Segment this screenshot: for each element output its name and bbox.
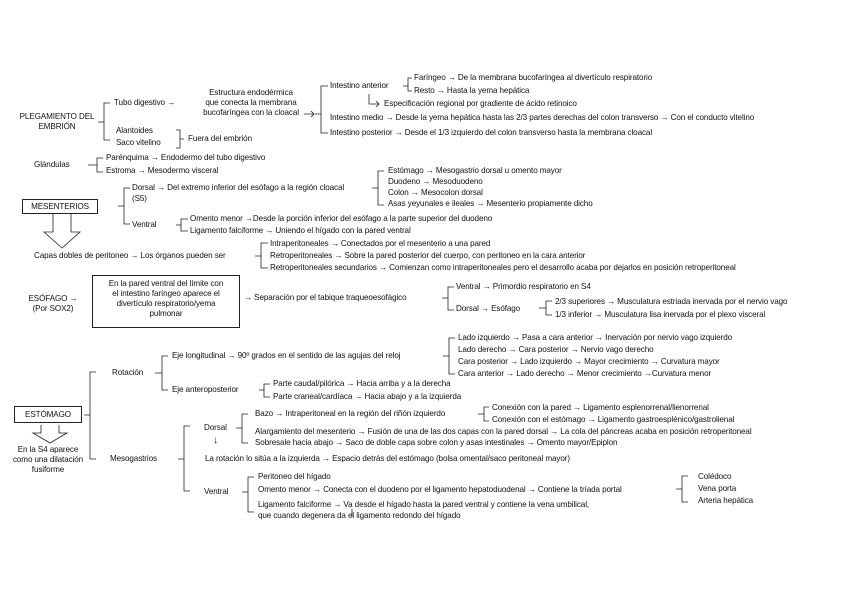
mesenterio-ventral: Ventral <box>132 220 157 229</box>
rotacion-izquierda: La rotación lo sitúa a la izquierda → Espacio detrás del estómago (bolsa omental/saco peritoneal mayor) <box>205 454 570 463</box>
intestino-anterior: Intestino anterior <box>330 81 389 90</box>
brace-eje-antero <box>259 384 270 397</box>
mesogastrio-dorsal: Dorsal <box>204 423 227 432</box>
brace-dorsal <box>372 171 384 205</box>
ligamento-falciforme: Ligamento falciforme → Va desde el hígado hasta la pared ventral y contiene la vena umbilical, <box>258 500 590 509</box>
omento-menor: Omento menor → Conecta con el duodeno por el ligamento hepatoduodenal → Contiene la tríada portal <box>258 485 622 494</box>
especificacion: Especificación regional por gradiente de ácido retinoico <box>384 99 577 108</box>
brace-mesogastrios <box>178 426 190 491</box>
asas-mesenterio: Asas yeyunales e ileales → Mesenterio propiamente dicho <box>388 199 593 208</box>
brace-rotacion <box>155 356 168 390</box>
saco-vitelino: Saco vitelino <box>116 138 161 147</box>
alargamiento: Alargamiento del mesenterio → Fusión de una de las dos capas con la pared dorsal → La cola del páncreas acaba en posición retroperitoneal <box>255 427 752 436</box>
rotacion: Rotación <box>112 368 144 377</box>
un-tercio-inferior: 1/3 inferior → Musculatura lisa inervada por el plexo visceral <box>555 310 766 319</box>
coledoco: Colédoco <box>698 472 732 481</box>
parte-caudal: Parte caudal/pilórica → Hacia arriba y a la derecha <box>273 379 451 388</box>
esofago-dorsal: Dorsal → Esófago <box>456 304 521 313</box>
conexion-pared: Conexión con la pared → Ligamento esplenorrenal/lienorrenal <box>492 403 709 412</box>
estructura-endodermica: Estructura endodérmica que conecta la membrana bucofaríngea con la cloacal <box>203 88 299 117</box>
estomago-down-arrow <box>33 425 67 443</box>
brace-triada <box>676 476 688 502</box>
brace-intestino <box>315 86 328 133</box>
faringeo: Faríngeo → De la membrana bucofaríngea al divertículo respiratorio <box>414 73 653 82</box>
arrow-especificacion <box>369 94 379 107</box>
mesenterios-down-arrow <box>44 213 80 248</box>
brace-eje-long <box>443 338 455 374</box>
brace-dorsal-meso <box>236 414 248 443</box>
intestino-posterior: Intestino posterior → Desde el 1/3 izquierdo del colon transverso hasta la membrana cloacal <box>330 128 653 137</box>
alantoides: Alantoides <box>116 126 153 135</box>
ligamento-redondo: que cuando degenera da el ligamento redondo del hígado <box>258 511 461 520</box>
bazo: Bazo → Intraperitoneal en la región del riñón izquierdo <box>255 409 446 418</box>
parenquima: Parénquima → Endodermo del tubo digestivo <box>106 153 266 162</box>
tubo-digestivo: Tubo digestivo → <box>114 98 176 107</box>
dos-tercios-superiores: 2/3 superiores → Musculatura estriada inervada por el nervio vago <box>555 297 788 306</box>
intraperitoneales: Intraperitoneales → Conectados por el mesenterio a una pared <box>270 239 491 248</box>
colon-mesocolon: Colon → Mesocolon dorsal <box>388 188 483 197</box>
conexion-estomago: Conexión con el estómago → Ligamento gastroesplénico/gastrolienal <box>492 415 735 424</box>
duodeno-mesoduodeno: Duodeno → Mesoduodeno <box>388 177 483 186</box>
brace-anterior <box>403 78 412 91</box>
brace-alantoides <box>176 130 184 148</box>
parte-craneal: Parte craneal/cardíaca → Hacia abajo y a la izquierda <box>273 392 462 401</box>
mesenterios-title: MESENTERIOS <box>22 199 98 214</box>
capas-dobles: Capas dobles de peritoneo → Los órganos pueden ser <box>34 251 226 260</box>
brace-esofago <box>442 287 454 310</box>
mesenterio-dorsal-s5: (S5) <box>132 194 147 203</box>
resto: Resto → Hasta la yema hepática <box>414 86 530 95</box>
plegamiento-title: PLEGAMIENTO DEL EMBRIÓN <box>19 112 95 131</box>
retroperitoneales: Retroperitoneales → Sobre la pared posterior del cuerpo, con peritoneo en la cara anterior <box>270 251 586 260</box>
cara-posterior: Cara posterior → Lado izquierdo → Mayor crecimiento → Curvatura mayor <box>458 357 720 366</box>
cara-anterior: Cara anterior → Lado derecho → Menor crecimiento →Curvatura menor <box>458 369 712 378</box>
intestino-medio: Intestino medio → Desde la yema hepática hasta las 2/3 partes derechas del colon transverso → Con el conducto vitelino <box>330 113 755 122</box>
arteria-hepatica: Arteria hepática <box>698 496 754 505</box>
mesogastrio-ventral: Ventral <box>204 487 229 496</box>
brace-glandulas <box>88 158 103 172</box>
retroperitoneales-secundarios: Retroperitoneales secundarios → Comienzan como intraperitoneales pero el desarrollo acaba por dejarlos en posición retroperitoneal <box>270 263 736 272</box>
esofago-box: En la pared ventral del límite con el intestino faríngeo aparece el divertículo respiratorio/yema pulmonar <box>92 275 240 328</box>
estomago-title: ESTÓMAGO <box>14 406 82 423</box>
lado-izquierdo: Lado izquierdo → Pasa a cara anterior → Inervación por nervio vago izquierdo <box>458 333 733 342</box>
ligamento-falciforme-mes: Ligamento falciforme → Uniendo el hígado con la pared ventral <box>190 226 411 235</box>
eje-longitudinal: Eje longitudinal → 90º grados en el sentido de las agujas del reloj <box>172 351 401 360</box>
lado-derecho: Lado derecho → Cara posterior → Nervio vago derecho <box>458 345 654 354</box>
vena-porta: Vena porta <box>698 484 737 493</box>
brace-capas <box>255 243 268 268</box>
omento-menor-mes: Omento menor →Desde la porción inferior del esófago a la parte superior del duodeno <box>190 214 493 223</box>
brace-mesenterios <box>118 188 130 224</box>
estomago-mesogastrio: Estómago → Mesogastrio dorsal u omento mayor <box>388 166 562 175</box>
mesogastrios: Mesogastrios <box>110 454 157 463</box>
estroma: Estroma → Mesodermo visceral <box>106 166 219 175</box>
peritoneo-higado: Peritoneo del hígado <box>258 472 331 481</box>
glandulas-title: Glándulas <box>34 160 70 169</box>
brace-ventral-meso <box>242 477 254 512</box>
down-arrow-icon: ↓ <box>213 435 218 446</box>
mesenterio-dorsal: Dorsal → Del extremo inferior del esófago a la región cloacal <box>132 183 345 192</box>
eje-anteroposterior: Eje anteroposterior <box>172 385 239 394</box>
fuera-del-embrion: Fuera del embrión <box>188 134 252 143</box>
esofago-title: ESÓFAGO → (Por SOX2) <box>28 294 78 313</box>
separacion: → Separación por el tabique traqueoesofágico <box>244 293 407 302</box>
brace-ventral <box>176 219 188 231</box>
esofago-ventral: Ventral → Primordio respiratorio en S4 <box>456 282 591 291</box>
sobresale: Sobresale hacia abajo → Saco de doble capa sobre colon y asas intestinales → Omento mayor/Epiplon <box>255 438 618 447</box>
estomago-s4: En la S4 aparece como una dilatación fusiforme <box>12 445 84 474</box>
brace-bazo <box>478 407 489 421</box>
brace-dorsal-esofago <box>539 301 552 315</box>
